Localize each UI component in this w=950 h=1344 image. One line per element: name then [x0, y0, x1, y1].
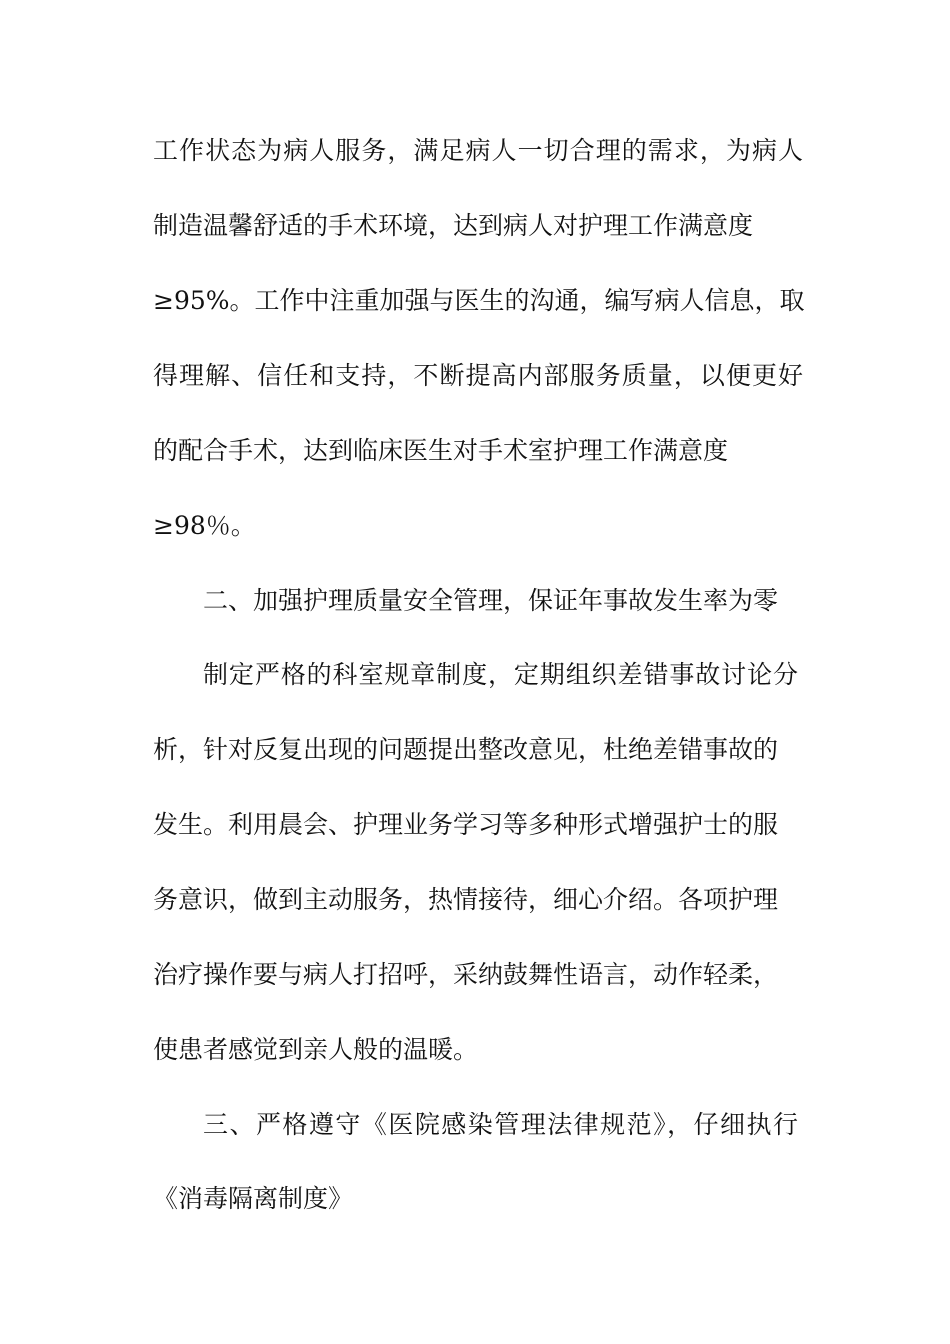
text-line [0, 730, 950, 770]
text-line [0, 206, 950, 246]
paragraph-text: ≥98％。 [153, 511, 256, 540]
text-line [0, 281, 950, 321]
text-line [0, 655, 950, 695]
paragraph-text: 使患者感觉到亲人般的温暖。 [153, 1035, 479, 1064]
text-line [0, 805, 950, 845]
paragraph-text: 析，针对反复出现的问题提出整改意见，杜绝差错事故的 [153, 735, 779, 764]
text-line [0, 431, 950, 471]
section-heading [0, 581, 950, 621]
text-line [0, 131, 950, 171]
text-line [0, 1179, 950, 1219]
paragraph-text: 发生。利用晨会、护理业务学习等多种形式增强护士的服 [153, 810, 779, 839]
paragraph-text: 制定严格的科室规章制度，定期组织差错事故讨论分 [203, 660, 798, 689]
paragraph-text: 制造温馨舒适的手术环境，达到病人对护理工作满意度 [153, 211, 754, 240]
paragraph-text: 治疗操作要与病人打招呼，采纳鼓舞性语言，动作轻柔， [153, 960, 779, 989]
section-heading-text: 二、加强护理质量安全管理，保证年事故发生率为零 [203, 586, 779, 615]
section-heading [0, 1105, 950, 1145]
text-line [0, 880, 950, 920]
text-line [0, 1030, 950, 1070]
text-line [0, 506, 950, 546]
section-heading-text: 三、严格遵守《医院感染管理法律规范》，仔细执行 [203, 1110, 798, 1139]
paragraph-text: 务意识，做到主动服务，热情接待，细心介绍。各项护理 [153, 885, 779, 914]
text-line [0, 356, 950, 396]
paragraph-text: ≥95%。工作中注重加强与医生的沟通，编写病人信息，取 [153, 286, 805, 315]
text-line [0, 955, 950, 995]
paragraph-text: 得理解、信任和支持，不断提高内部服务质量，以便更好 [153, 361, 803, 390]
paragraph-text: 工作状态为病人服务，满足病人一切合理的需求，为病人 [153, 136, 803, 165]
section-heading-text: 《消毒隔离制度》 [153, 1184, 354, 1213]
paragraph-text: 的配合手术，达到临床医生对手术室护理工作满意度 [153, 436, 729, 465]
